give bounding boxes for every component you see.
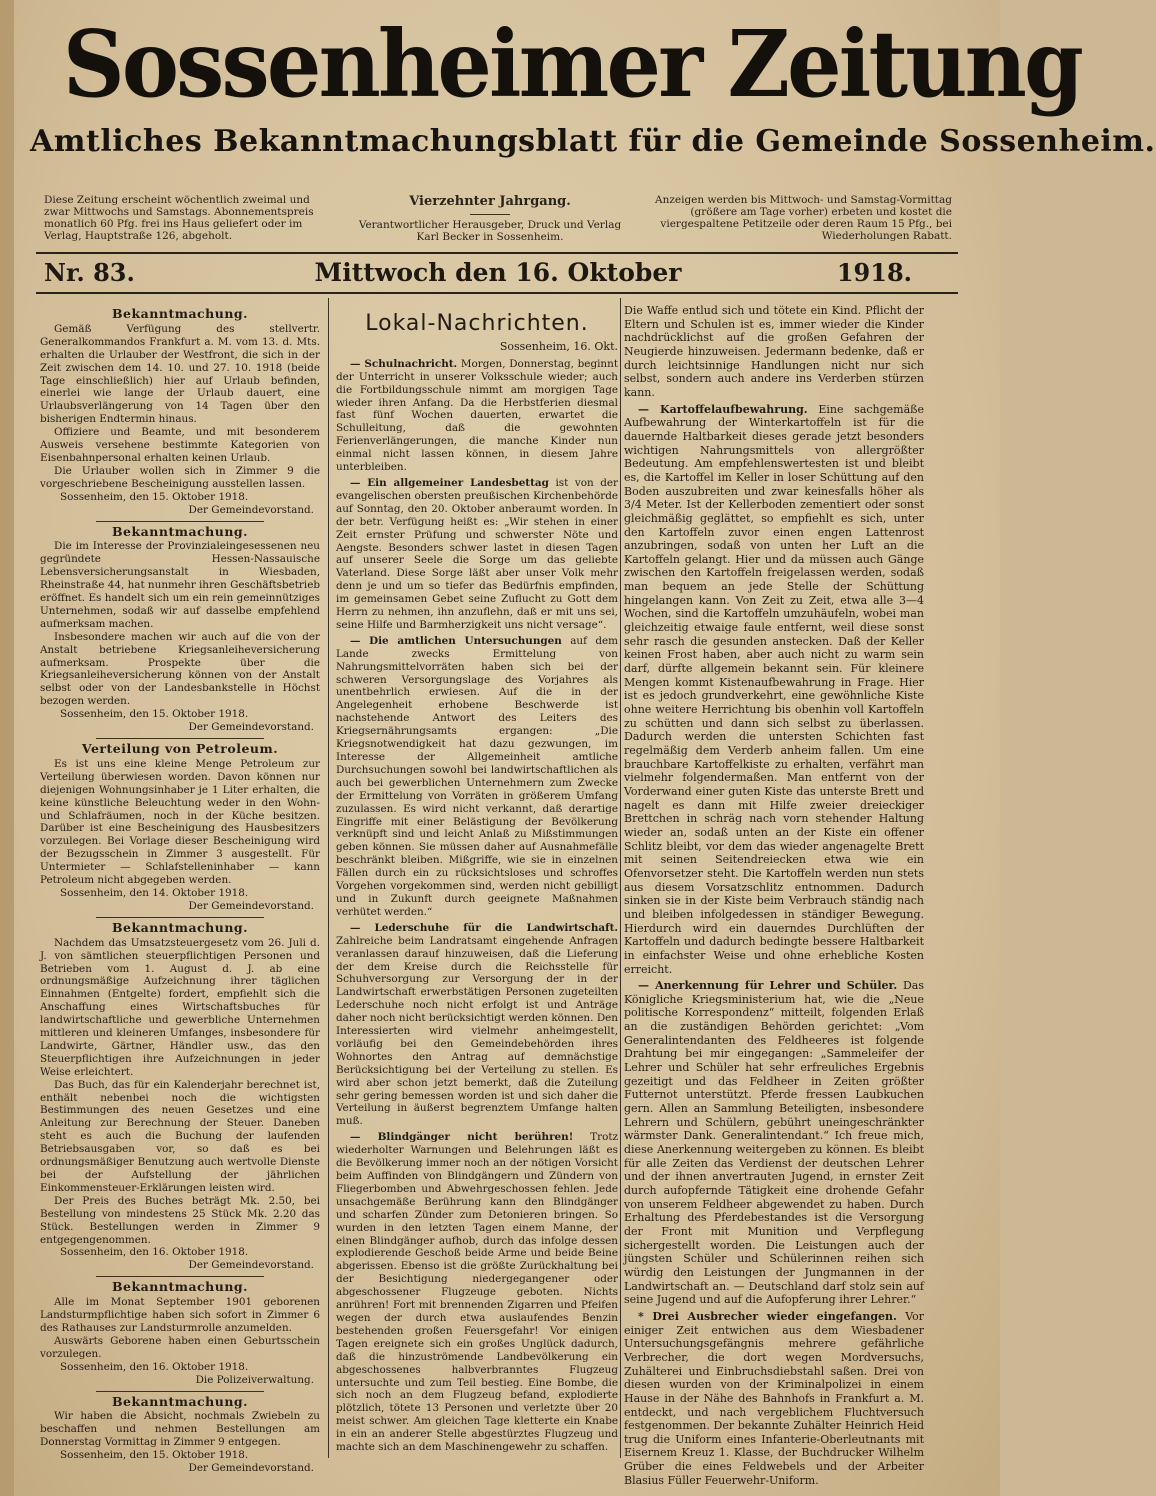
notice-title: Bekanntmachung.	[111, 919, 249, 935]
news-headline: — Blindgänger nicht berühren!	[350, 1131, 574, 1144]
issue-line	[40, 258, 956, 294]
news-headline: — Kartoffelaufbewahrung.	[638, 402, 808, 416]
notice-place-date: Sossenheim, den 16. Oktober 1918.	[60, 1360, 249, 1373]
news-text: Vor einiger Zeit entwichen aus dem Wiesbadener Untersuchungsgefängnis mehrere gefährliche Verbrecher, die dort wegen Mordversuchs, Zuhälterei und Einbruchsdiebstahl saßen. Drei von diesen wurden von der Kriminalpolizei in einem Hause in der Nähe des Bahnhofs in Frankfurt a. M. entdeckt, und nach vergeblichem Fluchtversuch festgenommen. Der bekannte Zuhälter Heinrich Heid trug die Uniform eines Infanterie-Oberleutnants mit Eisernem Kreuz 1. Klasse, der Buchdrucker Wilhelm Grüber die eines Feldwebels und der Arbeiter Blasius Füller Feuerwehr-Uniform.	[624, 1309, 925, 1487]
newspaper-title: Sossenheimer Zeitung	[62, 10, 1082, 118]
news-headline: * Drei Ausbrecher wieder eingefangen.	[638, 1309, 897, 1323]
notice-place-date: Sossenheim, den 15. Oktober 1918.	[60, 490, 249, 503]
notice-signature: Der Gemeindevorstand.	[188, 1259, 314, 1272]
news-ausbrecher	[624, 1310, 924, 1488]
page-edge	[0, 0, 14, 1496]
header-rule-bottom	[36, 292, 958, 294]
news-headline: — Schulnachricht.	[350, 357, 458, 370]
news-headline: — Lederschuhe für die Landwirtschaft.	[350, 921, 618, 934]
notice-title: Bekanntmachung.	[111, 1279, 249, 1295]
header-rule-top	[36, 252, 958, 254]
section-heading: Lokal-Nachrichten.	[365, 311, 589, 336]
notice-text: Die Urlauber wollen sich in Zimmer 9 die vorgeschriebene Bescheinigung ausstellen lassen.	[40, 464, 320, 490]
separator	[96, 1391, 264, 1392]
column-1	[40, 304, 320, 1478]
divider	[470, 214, 510, 215]
subscription-info: Diese Zeitung erscheint wöchentlich zweimal und zwar Mittwochs und Samstags. Abonnementspreis monatlich 60 Pfg. frei ins Haus geliefert oder im Verlag, Hauptstraße 126, abgeholt.	[44, 194, 314, 242]
dateline: Sossenheim, 16. Okt.	[499, 339, 618, 353]
notice-text: Offiziere und Beamte, und mit besonderem Ausweis versehene bestimmte Kategorien von Eisenbahnpersonal erhalten keinen Urlaub.	[40, 426, 320, 464]
issue-date: Mittwoch den 16. Oktober	[314, 258, 682, 287]
notice-text: Wir haben die Absicht, nochmals Zwiebeln zu beschaffen und nehmen Bestellungen am Donnerstag Vormittag in Zimmer 9 entgegen.	[40, 1410, 320, 1449]
notice-text: Die im Interesse der Provinzialeingesessenen neu gegründete Hessen-Nassauische Lebensversicherungsanstalt in Wiesbaden, Rheinstraße 44, hat nunmehr ihren Geschäftsbetrieb eröffnet. Es handelt sich um ein rein gemeinnütziges Unternehmen, sodaß wir auf dasselbe empfehlend aufmerksam machen.	[40, 540, 321, 630]
news-continuation	[624, 304, 924, 400]
news-schule	[336, 358, 618, 474]
separator	[96, 738, 264, 739]
notice-signature: Der Gemeindevorstand.	[188, 899, 314, 912]
column-3	[624, 304, 924, 1490]
notice-zwiebeln	[40, 1393, 320, 1475]
notice-title: Bekanntmachung.	[111, 523, 249, 539]
notice-place-date: Sossenheim, den 15. Oktober 1918.	[60, 708, 249, 721]
news-text: auf dem Lande zwecks Ermittelung von Nahrungsmittelvorräten haben sich bei der schweren Versorgungslage des Vorjahres als unentbehrlich erwiesen. Auf die in der Angelegenheit erhobene Beschwerde ist nachstehende Antwort des Leiters des Kriegsernährungsamts ergangen: „Die Kriegsnotwendigkeit hat dazu gezwungen, im Interesse der Allgemeinheit amtliche Durchsuchungen sowohl bei landwirtschaftlichen als auch bei gewerblichen Unternehmern zum Zwecke der Ermittelung von Vorräten in größerem Umfang zuzulassen. Es wird nicht verkannt, daß derartige Eingriffe mit einer Belästigung der Bevölkerung verknüpft sind und leicht Anlaß zu Mißstimmungen geben können. Sie müssen daher auf Ausnahmefälle beschränkt bleiben. Mißgriffe, wie sie in einzelnen Fällen durch ein zu rücksichtsloses und schroffes Vorgehen vorgekommen sind, werden nicht gebilligt und in Zukunft durch geeignete Maßnahmen verhütet werden.“	[336, 634, 618, 918]
notice-title: Bekanntmachung.	[111, 1393, 249, 1409]
news-text: Die Waffe entlud sich und tötete ein Kind. Pflicht der Eltern und Schulen ist es, immer wieder die Kinder nachdrücklichst auf die großen Gefahren der Neugierde hinzuweisen. Jedermann bedenke, daß er durch leichtsinnige Handlungen nicht nur sich selbst, sondern auch andere ins Verderben stürzen kann.	[624, 304, 924, 399]
notice-text: Der Preis des Buches beträgt Mk. 2.50, bei Bestellung von mindestens 25 Stück Mk. 2.20 das Stück. Bestellungen werden in Zimmer 9 entgegengenommen.	[40, 1194, 320, 1246]
notice-text: Alle im Monat September 1901 geborenen Landsturmpflichtige haben sich sofort in Zimmer 6 des Rathauses zur Landsturmrolle anzumelden.	[40, 1296, 320, 1334]
issue-number: Nr. 83.	[44, 258, 135, 287]
news-headline: — Anerkennung für Lehrer und Schüler.	[638, 979, 898, 993]
newspaper-subtitle: Amtliches Bekanntmachungsblatt für die Gemeinde Sossenheim.	[30, 124, 1156, 159]
news-headline: — Ein allgemeiner Landesbettag	[350, 476, 549, 489]
notice-urlaub	[40, 308, 320, 522]
notice-umsatzsteuer	[40, 919, 320, 1277]
notice-text: Das Buch, das für ein Kalenderjahr berechnet ist, enthält nebenbei noch die wichtigsten Bestimmungen des neuen Gesetzes und eine Anleitung zur Berechnung der Steuer. Daneben steht es auch die Buchung der laufenden Betriebsausgaben vor, so daß es bei ordnungsmäßiger Benutzung auch wertvolle Dienste bei der Aufstellung der jährlichen Einkommensteuer-Erklärungen leisten wird.	[40, 1078, 320, 1194]
separator	[96, 1276, 264, 1277]
publisher-line: Verantwortlicher Herausgeber, Druck und Verlag Karl Becker in Sossenheim.	[358, 219, 622, 243]
notice-place-date: Sossenheim, den 15. Oktober 1918.	[60, 1449, 249, 1462]
column-rule-2	[620, 298, 621, 1458]
volume-year: Vierzehnter Jahrgang.	[409, 194, 571, 209]
news-text: Trotz wiederholter Warnungen und Belehrungen läßt es die Bevölkerung immer noch an der nötigen Vorsicht beim Auffinden von Blindgängern und Zündern von Fliegerbomben und Abwehrgeschossen fehlen. Jede unsachgemäße Berührung kann den Blindgänger und scharfen Zünder zum Detonieren bringen. So wurden in den letzten Tagen einem Manne, der einen Blindgänger aufhob, durch das infolge dessen explodierende Geschoß beide Arme und beide Beine abgerissen. Ebenso ist die größte Zurückhaltung bei der Besichtigung niedergegangener oder abgeschossener Flugzeuge geboten. Nichts anrühren! Fort mit brennenden Zigarren und Pfeifen wegen der durch etwa auslaufendes Benzin bestehenden großen Feuersgefahr! Vor einigen Tagen ereignete sich ein großes Unglück dadurch, daß die hinzuströmende Landbevölkerung ein abgeschossenes halbverbranntes Flugzeug untersuchte und zum Teil bestieg. Eine Bombe, die sich noch an dem Flugzeug befand, explodierte plötzlich, tötete 13 Personen und verletzte über 20 meist schwer. Am gleichen Tage kletterte ein Knabe in ein an anderer Stelle abgestürztes Flugzeug und machte sich an dem Maschinengewehr zu schaffen.	[336, 1131, 618, 1454]
notice-title: Bekanntmachung.	[111, 306, 249, 321]
notice-text: Insbesondere machen wir auch auf die von der Anstalt betriebene Kriegsanleiheversicherung aufmerksam. Prospekte über die Kriegsanleiheversicherung können von der Anstalt selbst oder von der Landesbankstelle in Höchst bezogen werden.	[40, 630, 320, 708]
notice-text: Nachdem das Umsatzsteuergesetz vom 26. Juli d. J. von sämtlichen steuerpflichtigen Personen und Betrieben vom 1. August d. J. ab eine ordnungsmäßige Aufzeichnung ihrer täglichen Einnahmen (Entgelte) fordert, empfiehlt sich die Anschaffung eines Wirtschaftsbuches für landwirtschaftliche und gewerbliche Unternehmen mittleren und kleineren Umfanges, insbesondere für Landwirte, Gärtner, Händler usw., das den Steuerpflichtigen ihre Aufzeichnungen in jeder Weise erleichtert.	[40, 936, 320, 1078]
news-lederschuhe	[336, 922, 618, 1129]
notice-petroleum	[40, 743, 320, 918]
notice-signature: Der Gemeindevorstand.	[188, 721, 314, 734]
news-anerkennung	[624, 979, 924, 1307]
notice-text: Auswärts Geborene haben einen Geburtsschein vorzulegen.	[40, 1334, 320, 1360]
masthead	[30, 8, 1156, 162]
news-bettag	[336, 477, 618, 632]
notice-signature: Die Polizeiverwaltung.	[195, 1373, 314, 1386]
separator	[96, 917, 264, 918]
notice-place-date: Sossenheim, den 14. Oktober 1918.	[60, 886, 249, 899]
news-blindgaenger	[336, 1131, 618, 1454]
news-headline: — Die amtlichen Untersuchungen	[350, 634, 562, 647]
news-text: Das Königliche Kriegsministerium hat, wie die „Neue politische Korrespondenz“ mitteilt, folgenden Erlaß an die zuständigen Behörden gerichtet: „Vom Generalintendanten des Feldheeres ist folgende Drahtung bei mir eingegangen: „Sammeleifer der Lehrer und Schüler hat sehr erfreuliches Ergebnis gezeitigt und das Feldheer in Zeiten größter Futternot unterstützt. Pferde fressen Laubkuchen gern. Allen an Sammlung Beteiligten, insbesondere Lehrern und Schülern, gebührt uneingeschränkter wärmster Dank. Generalintendant.“ Ich freue mich, diese Anerkennung weitergeben zu können. Es bleibt für alle Zeiten das Verdienst der deutschen Lehrer und der ihnen anvertrauten Jugend, in ernster Zeit durch aufopfernde Tätigkeit eine drohende Gefahr von unserem Feldheer abgewendet zu haben. Durch Erhaltung des Pferdebestandes ist die Versorgung der Front mit Munition und Verpflegung sichergestellt worden. Die Leistungen auch der jüngsten Schüler und Schülerinnen reihen sich würdig den Leistungen der Jungmannen in der Landwirtschaft an. — Deutschland darf stolz sein auf seine Jugend und auf die Aufopferung ihrer Lehrer.“	[624, 979, 924, 1307]
news-text: ist von der evangelischen obersten preußischen Kirchenbehörde auf Sonntag, den 20. Oktober anberaumt worden. In der betr. Verfügung heißt es: „Wir stehen in einer Zeit ernster Prüfung und schwerster Nöte und Aengste. Besonders schwer lastet in diesen Tagen auf unserer Seele die Sorge um das geliebte Vaterland. Diese Sorge läßt aber unser Volk mehr denn je und um so tiefer das Bedürfnis empfinden, im gemeinsamen Gebet seine Zuflucht zu Gott dem Herrn zu nehmen, ihn anzuflehn, daß er mit uns sei, seine Hilfe und Barmherzigkeit uns nicht versage“.	[336, 476, 618, 631]
column-2	[336, 304, 618, 1457]
notice-place-date: Sossenheim, den 16. Oktober 1918.	[60, 1246, 249, 1259]
notice-text: Gemäß Verfügung des stellvertr. Generalkommandos Frankfurt a. M. vom 13. d. Mts. erhalten die Urlauber der Westfront, die sich in der Zeit zwischen dem 14. 10. und 27. 10. 1918 (beide Tage einschließlich) hier auf Urlaub befinden, einerlei wie lange der Urlaub dauert, eine Urlaubsverlängerung von 14 Tagen über den bisherigen Endtermin hinaus.	[40, 322, 320, 426]
notice-title: Verteilung von Petroleum.	[81, 741, 279, 756]
news-text: Eine sachgemäße Aufbewahrung der Winterkartoffeln ist für die dauernde Haltbarkeit dieses gerade jetzt besonders wichtigen Nahrungsmittels von allergrößter Bedeutung. Am empfehlenswertesten ist und bleibt es, die Kartoffel im Keller in loser Schüttung auf den Boden auszubreiten und zwar keinesfalls höher als 3/4 Meter. Ist der Kellerboden zementiert oder sonst gleichmäßig geglättet, so empfiehlt es sich, unter den Kartoffeln zuvor einen engen Lattenrost anzubringen, sodaß von unten her Luft an die Kartoffeln gelangt. Hier und da müssen auch Gänge zwischen den Kartoffeln freigelassen werden, sodaß man bequem an jede Stelle der Schüttung hingelangen kann. Von Zeit zu Zeit, etwa alle 3—4 Wochen, sind die Kartoffeln umzuhäufeln, wobei man gleichzeitig etwaige faule entfernt, weil diese sonst sehr rasch die gesunden anstecken. Daß der Keller keinen Frost haben, aber auch nicht zu warm sein darf, dürfte allgemein bekannt sein. Für kleinere Mengen kommt Kistenaufbewahrung in Frage. Hier ist es jedoch grundverkehrt, eine gewöhnliche Kiste ohne weitere Herrichtung bis obenhin voll Kartoffeln zu schütten und dann sich selbst zu überlassen. Dadurch werden die untersten Schichten fast regelmäßig dem Verderb anheim fallen. Um eine brauchbare Kartoffelkiste zu erhalten, verfährt man vielmehr folgendermaßen. Man entfernt von der Vorderwand einer guten Kiste das unterste Brett und nagelt es dann mit Hilfe zweier dreieckiger Brettchen in schräg nach vorn stehender Haltung wieder an, sodaß unten an der Kiste ein offener Schlitz bleibt, vor dem das wieder angenagelte Brett mit seinen Seitendreiecken etwa wie ein Ofenvorsetzer steht. Die Kartoffeln werden nun stets aus diesem Vorsatzschlitz entnommen. Dadurch sinken sie in der Kiste beim Verbrauch ständig nach und bleiben infolgedessen in ständiger Bewegung. Hierdurch wird ein dauerndes Durchlüften der Kartoffeln und dadurch bedingte bessere Haltbarkeit in einfachster Weise und ohne erhebliche Kosten erreicht.	[624, 402, 925, 976]
news-untersuchungen	[336, 635, 618, 919]
advertising-info: Anzeigen werden bis Mittwoch- und Samstag-Vormittag (größere am Tage vorher) erbeten und kostet die viergespaltene Petitzeile oder deren Raum 15 Pfg., bei Wiederholungen Rabatt.	[655, 194, 952, 242]
issue-year: 1918.	[836, 258, 912, 287]
separator	[96, 521, 264, 522]
notice-text: Es ist uns eine kleine Menge Petroleum zur Verteilung überwiesen worden. Davon können nur diejenigen Wohnungsinhaber je 1 Liter erhalten, die keine künstliche Beleuchtung weder in den Wohn- und Schlafräumen, noch in der Küche besitzen. Darüber ist eine Bescheinigung des Hausbesitzers vorzulegen. Bei Vorlage dieser Bescheinigung wird der Bezugsschein in Zimmer 3 ausgestellt. Für Untermieter — Schlafstelleninhaber — kann Petroleum nicht abgegeben werden.	[40, 757, 320, 887]
notice-signature: Der Gemeindevorstand.	[188, 503, 314, 516]
notice-versicherung	[40, 523, 321, 740]
news-text: Zahlreiche beim Landratsamt eingehende Anfragen veranlassen darauf hinzuweisen, daß die Lieferung der dem Kreise durch die Reichsstelle für Schuhversorgung zur Versorgung der in der Landwirtschaft erwerbstätigen Personen zugeteilten Lederschuhe noch nicht erfolgt ist und Anträge daher noch nicht berücksichtigt werden können. Den Interessierten wird vielmehr anheimgestellt, vorläufig bei den Gemeindebehörden ihres Wohnortes den Antrag auf demnächstige Berücksichtigung bei der Verteilung zu stellen. Es wird aber schon jetzt bemerkt, daß die Zuteilung sehr gering bemessen worden ist und sich daher die Verteilung in äußerst begrenztem Umfange halten muß.	[336, 934, 618, 1128]
news-kartoffel	[624, 403, 924, 977]
notice-signature: Der Gemeindevorstand.	[188, 1462, 314, 1475]
publisher-info	[350, 194, 630, 243]
notice-landsturm	[40, 1281, 320, 1391]
news-text: Morgen, Donnerstag, beginnt der Unterricht in unserer Volksschule wieder; auch die Fortbildungsschule nimmt am morgigen Tage wieder ihren Anfang. Da die Herbstferien diesmal fast fünf Wochen dauerten, erwartet die Schulleitung, daß die gewohnten Ferienverlängerungen, die manche Kinder nun einmal nicht lassen können, in diesem Jahre unterbleiben.	[336, 357, 618, 474]
column-rule-1	[328, 298, 329, 1458]
